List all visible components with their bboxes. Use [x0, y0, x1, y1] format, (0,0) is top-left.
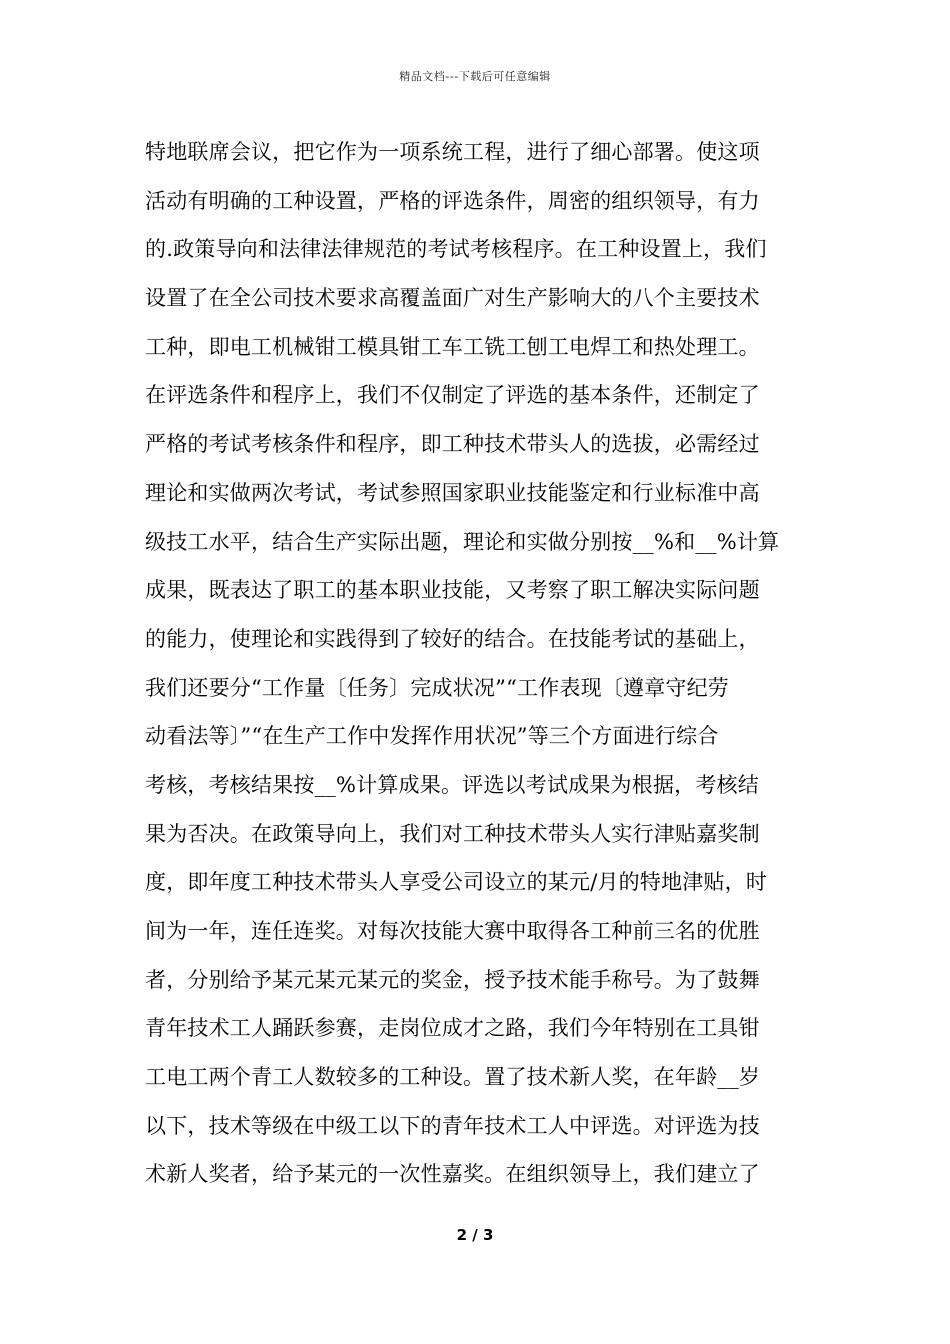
- text-line: 动看法等〕”“在生产工作中发挥作用状况”等三个方面进行综合: [145, 724, 719, 749]
- text-line: 严格的考试考核条件和程序，即工种技术带头人的选拔，必需经过: [145, 432, 760, 457]
- text-line: 者，分别给予某元某元某元的奖金，授予技术能手称号。为了鼓舞: [145, 967, 760, 992]
- text-line: 的.政策导向和法律法律规范的考试考核程序。在工种设置上，我们: [145, 237, 767, 262]
- text-line: 青年技术工人踊跃参赛，走岗位成才之路，我们今年特别在工具钳: [145, 1016, 760, 1041]
- text-line: 间为一年，连任连奖。对每次技能大赛中取得各工种前三名的优胜: [145, 919, 760, 943]
- text-line: 的能力，使理论和实践得到了较好的结合。在技能考试的基础上，: [145, 626, 760, 651]
- text-line: 活动有明确的工种设置，严格的评选条件，周密的组织领导，有力: [145, 188, 760, 213]
- page-number: 2 / 3: [456, 1226, 494, 1244]
- text-line: 度，即年度工种技术带头人享受公司设立的某元/月的特地津贴，时: [145, 870, 768, 895]
- page-header: 精品文档---下载后可任意编辑: [399, 70, 551, 83]
- text-line: 成果，既表达了职工的基本职业技能，又考察了职工解决实际问题: [145, 578, 760, 603]
- text-line: 特地联席会议，把它作为一项系统工程，进行了细心部署。使这项: [145, 140, 760, 164]
- text-line: 在评选条件和程序上，我们不仅制定了评选的基本条件，还制定了: [145, 383, 760, 408]
- text-line: 以下，技术等级在中级工以下的青年技术工人中评选。对评选为技: [145, 1113, 760, 1138]
- text-line: 果为否决。在政策导向上，我们对工种技术带头人实行津贴嘉奖制: [145, 821, 760, 846]
- text-line: 我们还要分“工作量〔任务〕完成状况”“工作表现〔遵章守纪劳: [145, 675, 730, 700]
- text-line: 设置了在全公司技术要求高覆盖面广对生产影响大的八个主要技术: [145, 286, 760, 311]
- text-line: 理论和实做两次考试，考试参照国家职业技能鉴定和行业标准中高: [145, 480, 760, 505]
- text-line: 工电工两个青工人数较多的工种设。置了技术新人奖，在年龄__岁: [145, 1065, 760, 1090]
- body-text: [145, 128, 815, 1199]
- text-line: 级技工水平，结合生产实际出题，理论和实做分别按__%和__%计算: [145, 529, 780, 554]
- text-line: 考核，考核结果按__%计算成果。评选以考试成果为根据，考核结: [145, 772, 759, 797]
- text-line: 术新人奖者，给予某元的一次性嘉奖。在组织领导上，我们建立了: [145, 1162, 760, 1187]
- text-line: 工种，即电工机械钳工模具钳工车工铣工刨工电焊工和热处理工。: [145, 334, 760, 359]
